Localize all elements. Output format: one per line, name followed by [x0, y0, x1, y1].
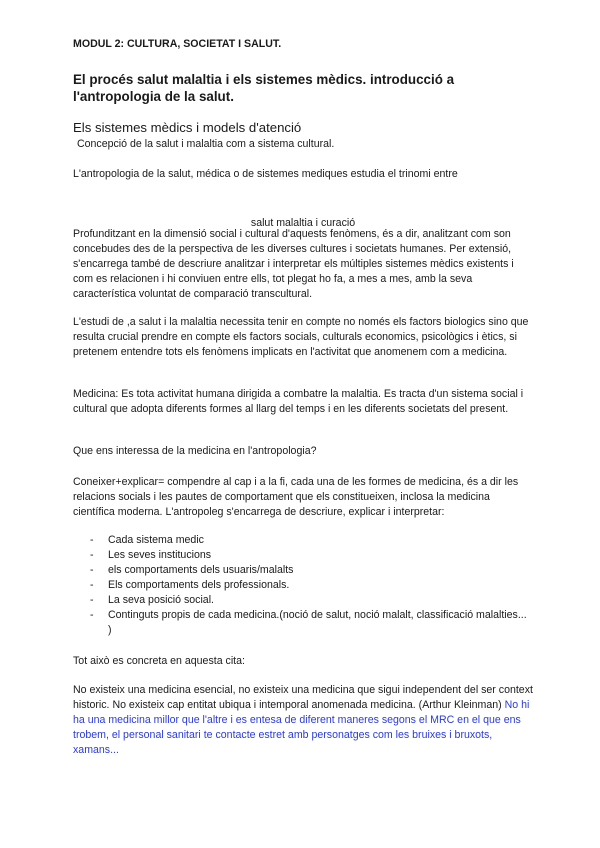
paragraph-medicina: Medicina: Es tota activitat humana dirigida a combatre la malaltia. Es tracta d'un sistema social i cultural que adopta diferents formes al llarg del temps i en les diferents societats del present. — [73, 388, 524, 415]
intro-paragraph: L'antropologia de la salut, médica o de sistemes mediques estudia el trinomi entre — [73, 168, 458, 180]
paragraph-estudi: L'estudi de ,a salut i la malaltia necessita tenir en compte no només els factors biologics sino que resulta crucial prendre en compte els factors socials, culturals economics, psicològics i ètics, si pretenem entendre tots els fenòmens implicats en l'activitat que anomenem com a medicina. — [73, 316, 529, 358]
quote-paragraph — [73, 683, 533, 758]
list-item: - La seva posició social. — [90, 593, 530, 608]
bullet-list — [90, 533, 530, 638]
list-item: - els comportaments dels usuaris/malalts — [90, 563, 530, 578]
question-line: Que ens interessa de la medicina en l'antropologia? — [73, 445, 317, 457]
quote-highlight: No hi ha una medicina millor que l'altre i es entesa de diferent maneres segons el MRC en el que ens trobem, el personal sanitari te contacte estret amb personatges com les bruixes i bruxots, xamans... — [73, 699, 530, 756]
section-heading: Els sistemes mèdics i models d'atenció — [73, 120, 302, 135]
summary-line: Tot això es concreta en aquesta cita: — [73, 655, 245, 667]
page-title: El procés salut malaltia i els sistemes mèdics. introducció a l'antropologia de la salut. — [73, 72, 455, 104]
trinomi-line: salut malaltia i curació — [250, 217, 356, 229]
quote-text: No existeix una medicina esencial, no existeix una medicina que sigui independent del ser context historic. No existeix cap entitat ubiqua i intemporal anomenada medicina. (Arthur Kleinman) — [73, 684, 533, 711]
list-item: - Els comportaments dels professionals. — [90, 578, 530, 593]
list-item: - Les seves institucions — [90, 548, 530, 563]
paragraph-profunditzant: Profunditzant en la dimensió social i cultural d'aquests fenòmens, és a dir, analitzant com son concebudes des de la perspectiva de les diverses cultures i societats humanes. Per extensió, s'encarrega també de descriure analitzar i interpretar els múltiples sistemes mèdics existents i com es relacionen i hi conviuen entre ells, tot plegat ho fa, a mes a mes, amb la seva característica voluntat de comparació transcultural. — [73, 228, 514, 300]
module-header: MODUL 2: CULTURA, SOCIETAT I SALUT. — [73, 38, 282, 50]
list-item: - Continguts propis de cada medicina.(noció de salut, noció malalt, classificació malalties... ) — [90, 608, 530, 638]
list-item: - Cada sistema medic — [90, 533, 530, 548]
section-subheading: Concepció de la salut i malaltia com a sistema cultural. — [77, 138, 335, 150]
paragraph-coneixer: Coneixer+explicar= compendre al cap i a la fi, cada una de les formes de medicina, és a dir les relacions socials i les pautes de comportament que els constitueixen, inclosa la medicina científica moderna. L'antropoleg s'encarrega de descriure, explicar i interpretar: — [73, 476, 519, 518]
